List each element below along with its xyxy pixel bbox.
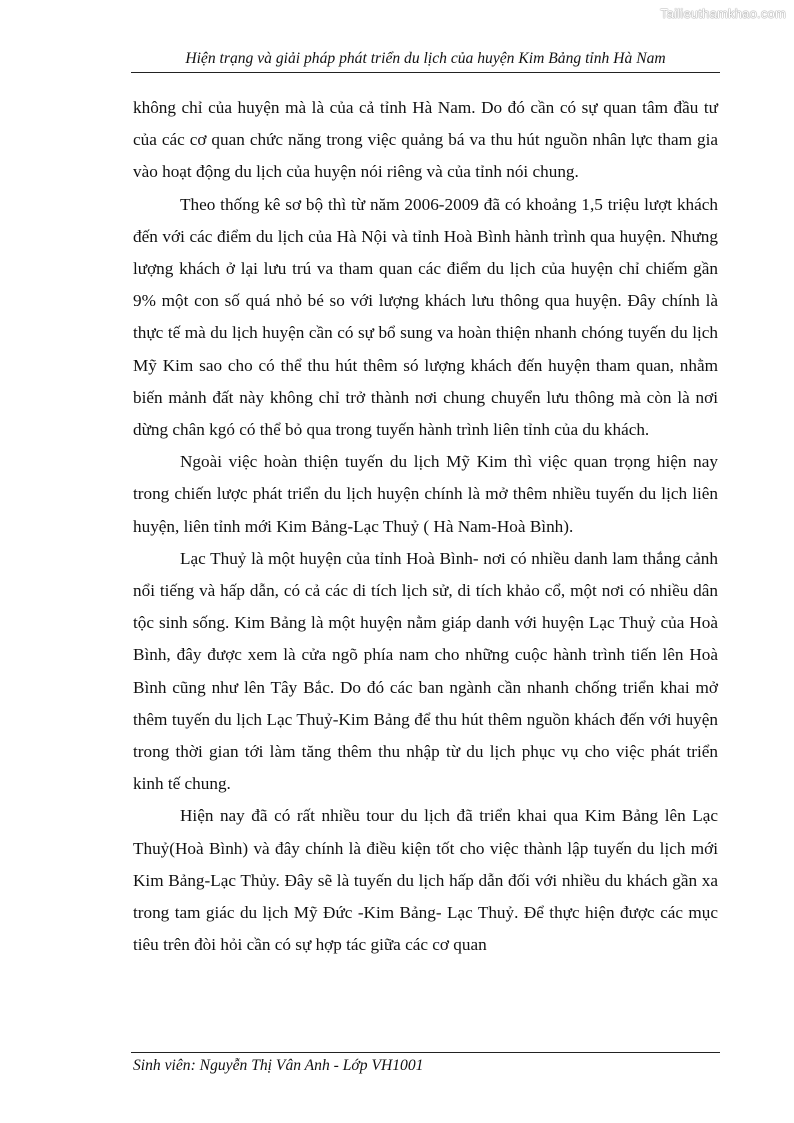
- paragraph: Hiện nay đã có rất nhiều tour du lịch đã triển khai qua Kim Bảng lên Lạc Thuỷ(Hoà Bình) và đây chính là điều kiện tốt cho việc thành lập tuyến du lịch mới Kim Bảng-Lạc Thủy. Đây sẽ là tuyến du lịch hấp dẫn đối với nhiều du khách gần xa trong tam giác du lịch Mỹ Đức -Kim Bảng- Lạc Thuỷ. Để thực hiện được các mục tiêu trên đòi hỏi cần có sự hợp tác giữa các cơ quan: [133, 806, 718, 955]
- header-divider: [131, 72, 720, 73]
- page-footer-author: Sinh viên: Nguyễn Thị Vân Anh - Lớp VH1001: [133, 1057, 424, 1074]
- paragraph: Theo thống kê sơ bộ thì từ năm 2006-2009 đã có khoảng 1,5 triệu lượt khách đến với các điểm du lịch của Hà Nội và tỉnh Hoà Bình hành trình qua huyện. Nhưng lượng khách ở lại lưu trú va tham quan các điểm du lịch của huyện chỉ chiếm gần 9% một con số quá nhỏ bé so với lượng khách lưu thông qua huyện. Đây chính là thực tế mà du lịch huyện cần có sự bổ sung va hoàn thiện nhanh chóng tuyến du lịch Mỹ Kim sao cho có thể thu hút thêm só lượng khách đến huyện tham quan, nhằm biến mảnh đất này không chỉ trở thành nơi chung chuyển lưu thông mà còn là nơi dừng chân kgó có thể bỏ qua trong tuyến hành trình liên tỉnh của du khách.: [133, 194, 718, 440]
- paragraph: không chỉ của huyện mà là của cả tỉnh Hà Nam. Do đó cần có sự quan tâm đầu tư của các cơ quan chức năng trong việc quảng bá va thu hút nguồn nhân lực tham gia vào hoạt động du lịch của huyện nói riêng và của tỉnh nói chung.: [133, 98, 718, 182]
- paragraph: Lạc Thuỷ là một huyện của tỉnh Hoà Bình- nơi có nhiều danh lam thắng cảnh nổi tiếng và hấp dẫn, có cả các di tích lịch sử, di tích khảo cổ, một nơi có nhiều dân tộc sinh sống. Kim Bảng là một huyện nằm giáp danh với huyện Lạc Thuỷ của Hoà Bình, đây được xem là cửa ngõ phía nam cho những cuộc hành trình tiến lên Hoà Bình cũng như lên Tây Bắc. Do đó các ban ngành cần nhanh chống triển khai mở thêm tuyến du lịch Lạc Thuỷ-Kim Bảng để thu hút thêm nguồn khách đến với huyện trong thời gian tới làm tăng thêm thu nhập từ du lịch phục vụ cho việc phát triển kinh tế chung.: [133, 548, 718, 794]
- paragraph: Ngoài việc hoàn thiện tuyến du lịch Mỹ Kim thì việc quan trọng hiện nay trong chiến lược phát triển du lịch huyện chính là mở thêm nhiều tuyến du lịch liên huyện, liên tỉnh mới Kim Bảng-Lạc Thuỷ ( Hà Nam-Hoà Bình).: [133, 452, 718, 536]
- watermark-text: Tailieuthamkhao.com: [660, 6, 786, 21]
- document-body: [133, 92, 718, 961]
- page-header-title: Hiện trạng và giải pháp phát triển du lịch của huyện Kim Bảng tỉnh Hà Nam: [185, 50, 666, 67]
- footer-divider: [131, 1052, 720, 1053]
